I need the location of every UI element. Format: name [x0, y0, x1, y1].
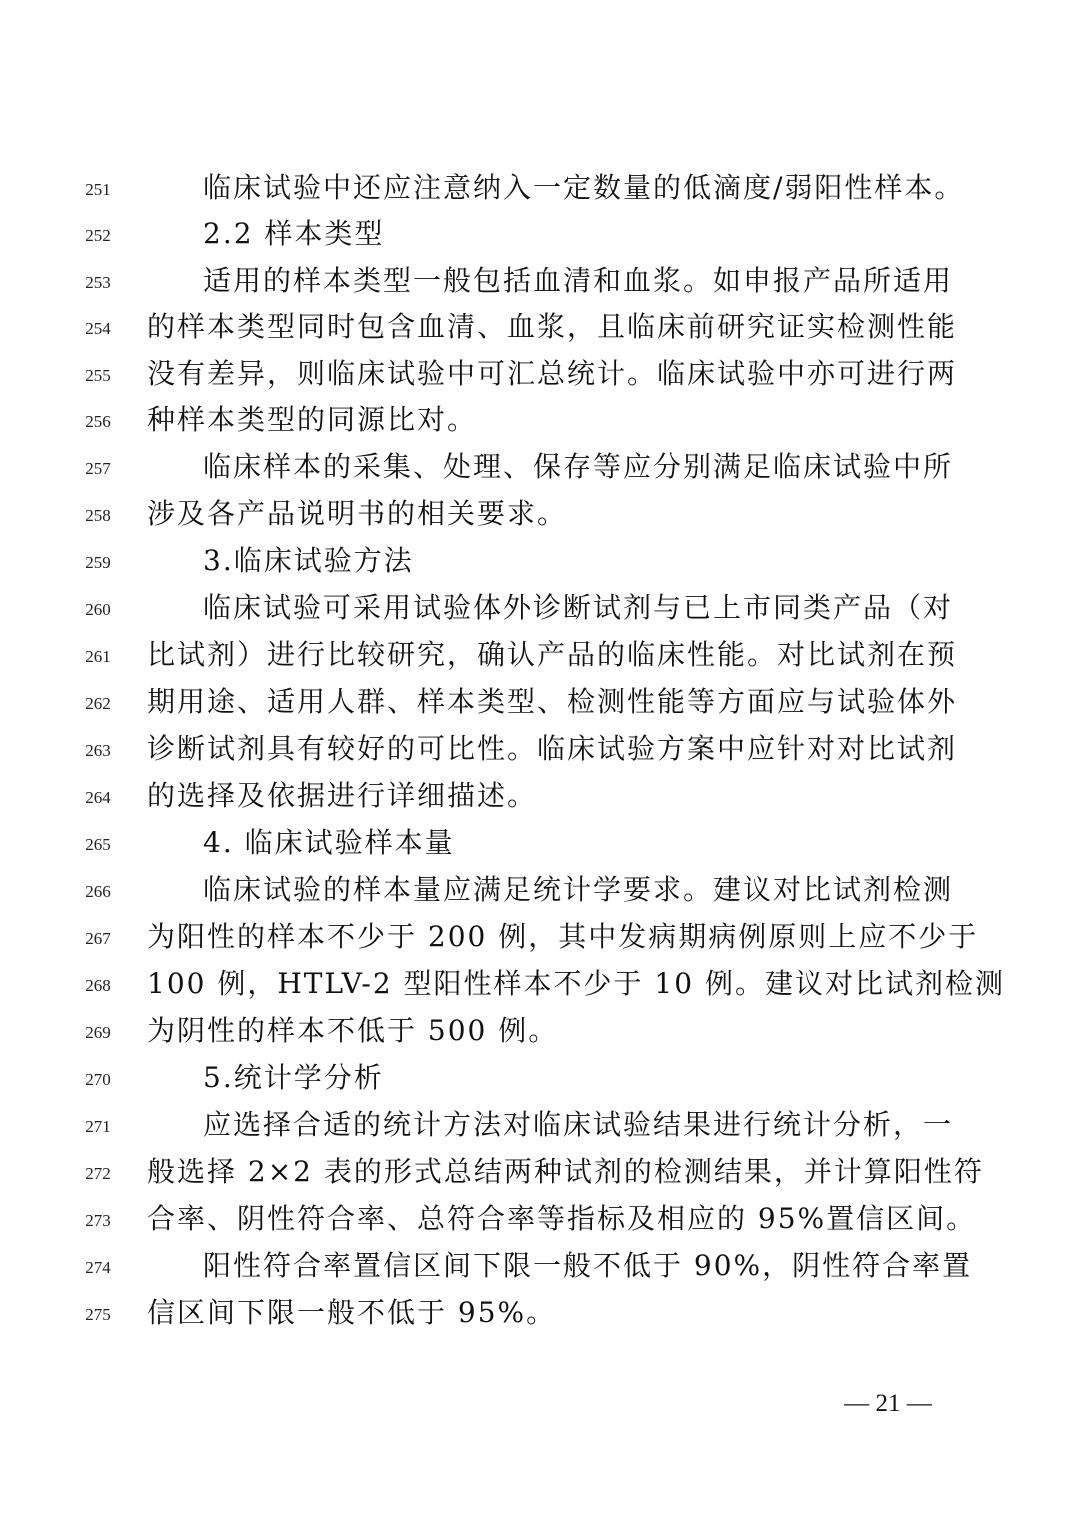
section-heading [0, 1058, 1080, 1106]
line-number: 267 [85, 929, 111, 948]
line-text: 适用的样本类型一般包括血清和血浆。如申报产品所适用 [203, 264, 954, 297]
section-heading [0, 823, 1080, 871]
text-line [0, 1293, 1080, 1341]
line-number: 258 [85, 506, 111, 525]
line-text: 应选择合适的统计方法对临床试验结果进行统计分析，一 [203, 1108, 954, 1141]
text-line [0, 588, 1080, 636]
line-text: 临床试验中还应注意纳入一定数量的低滴度/弱阳性样本。 [203, 171, 965, 204]
line-text: 涉及各产品说明书的相关要求。 [147, 497, 568, 530]
line-text: 临床样本的采集、处理、保存等应分别满足临床试验中所 [203, 450, 954, 483]
line-number: 257 [85, 459, 111, 478]
line-text: 临床试验的样本量应满足统计学要求。建议对比试剂检测 [203, 873, 954, 906]
line-text: 信区间下限一般不低于 95%。 [147, 1296, 557, 1329]
line-number: 271 [85, 1117, 111, 1136]
line-text: 阳性符合率置信区间下限一般不低于 90%，阴性符合率置 [203, 1249, 973, 1282]
line-text: 2.2 样本类型 [203, 217, 385, 250]
line-number: 272 [85, 1164, 111, 1183]
text-line [0, 307, 1080, 355]
text-line [0, 1199, 1080, 1247]
line-number: 252 [85, 226, 111, 245]
line-text: 临床试验可采用试验体外诊断试剂与已上市同类产品（对 [203, 591, 954, 624]
text-line [0, 494, 1080, 542]
line-text: 的选择及依据进行详细描述。 [147, 779, 538, 812]
line-text: 没有差异，则临床试验中可汇总统计。临床试验中亦可进行两 [147, 357, 958, 390]
text-line [0, 964, 1080, 1012]
line-number: 265 [85, 835, 111, 854]
line-text: 5.统计学分析 [203, 1061, 384, 1094]
line-number: 260 [85, 600, 111, 619]
line-number: 268 [85, 976, 111, 995]
line-text: 100 例，HTLV-2 型阳性样本不少于 10 例。建议对比试剂检测 [147, 967, 1005, 1000]
line-number: 254 [85, 319, 111, 338]
line-text: 般选择 2×2 表的形式总结两种试剂的检测结果，并计算阳性符 [147, 1155, 984, 1188]
line-text: 种样本类型的同源比对。 [147, 403, 478, 436]
line-number: 259 [85, 553, 111, 572]
text-line [0, 447, 1080, 495]
line-number: 274 [85, 1258, 111, 1277]
line-number: 256 [85, 412, 111, 431]
line-number: 266 [85, 882, 111, 901]
line-number: 255 [85, 366, 111, 385]
text-line [0, 354, 1080, 402]
text-line [0, 682, 1080, 730]
line-number: 264 [85, 788, 111, 807]
line-text: 为阳性的样本不少于 200 例，其中发病期病例原则上应不少于 [147, 920, 979, 953]
line-number: 253 [85, 273, 111, 292]
line-number: 263 [85, 741, 111, 760]
text-line [0, 917, 1080, 965]
text-line [0, 1011, 1080, 1059]
text-line [0, 870, 1080, 918]
line-number: 273 [85, 1211, 111, 1230]
line-text: 合率、阴性符合率、总符合率等指标及相应的 95%置信区间。 [147, 1202, 977, 1235]
text-line [0, 1105, 1080, 1153]
line-text: 的样本类型同时包含血清、血浆，且临床前研究证实检测性能 [147, 310, 958, 343]
page-number: — 21 — [844, 1390, 932, 1417]
line-text: 期用途、适用人群、样本类型、检测性能等方面应与试验体外 [147, 685, 958, 718]
text-line [0, 261, 1080, 309]
line-number: 275 [85, 1305, 111, 1324]
section-heading [0, 214, 1080, 262]
text-line [0, 776, 1080, 824]
line-text: 诊断试剂具有较好的可比性。临床试验方案中应针对对比试剂 [147, 732, 958, 765]
line-number: 251 [85, 180, 111, 199]
text-line [0, 1152, 1080, 1200]
text-line [0, 729, 1080, 777]
line-text: 3.临床试验方法 [203, 544, 414, 577]
line-number: 262 [85, 694, 111, 713]
line-text: 比试剂）进行比较研究，确认产品的临床性能。对比试剂在预 [147, 638, 958, 671]
line-number: 261 [85, 647, 111, 666]
line-number: 269 [85, 1023, 111, 1042]
line-number: 270 [85, 1070, 111, 1089]
text-line [0, 1246, 1080, 1294]
text-line [0, 168, 1080, 216]
line-text: 为阴性的样本不低于 500 例。 [147, 1014, 559, 1047]
line-text: 4. 临床试验样本量 [203, 826, 455, 859]
text-line [0, 635, 1080, 683]
section-heading [0, 541, 1080, 589]
text-line [0, 400, 1080, 448]
